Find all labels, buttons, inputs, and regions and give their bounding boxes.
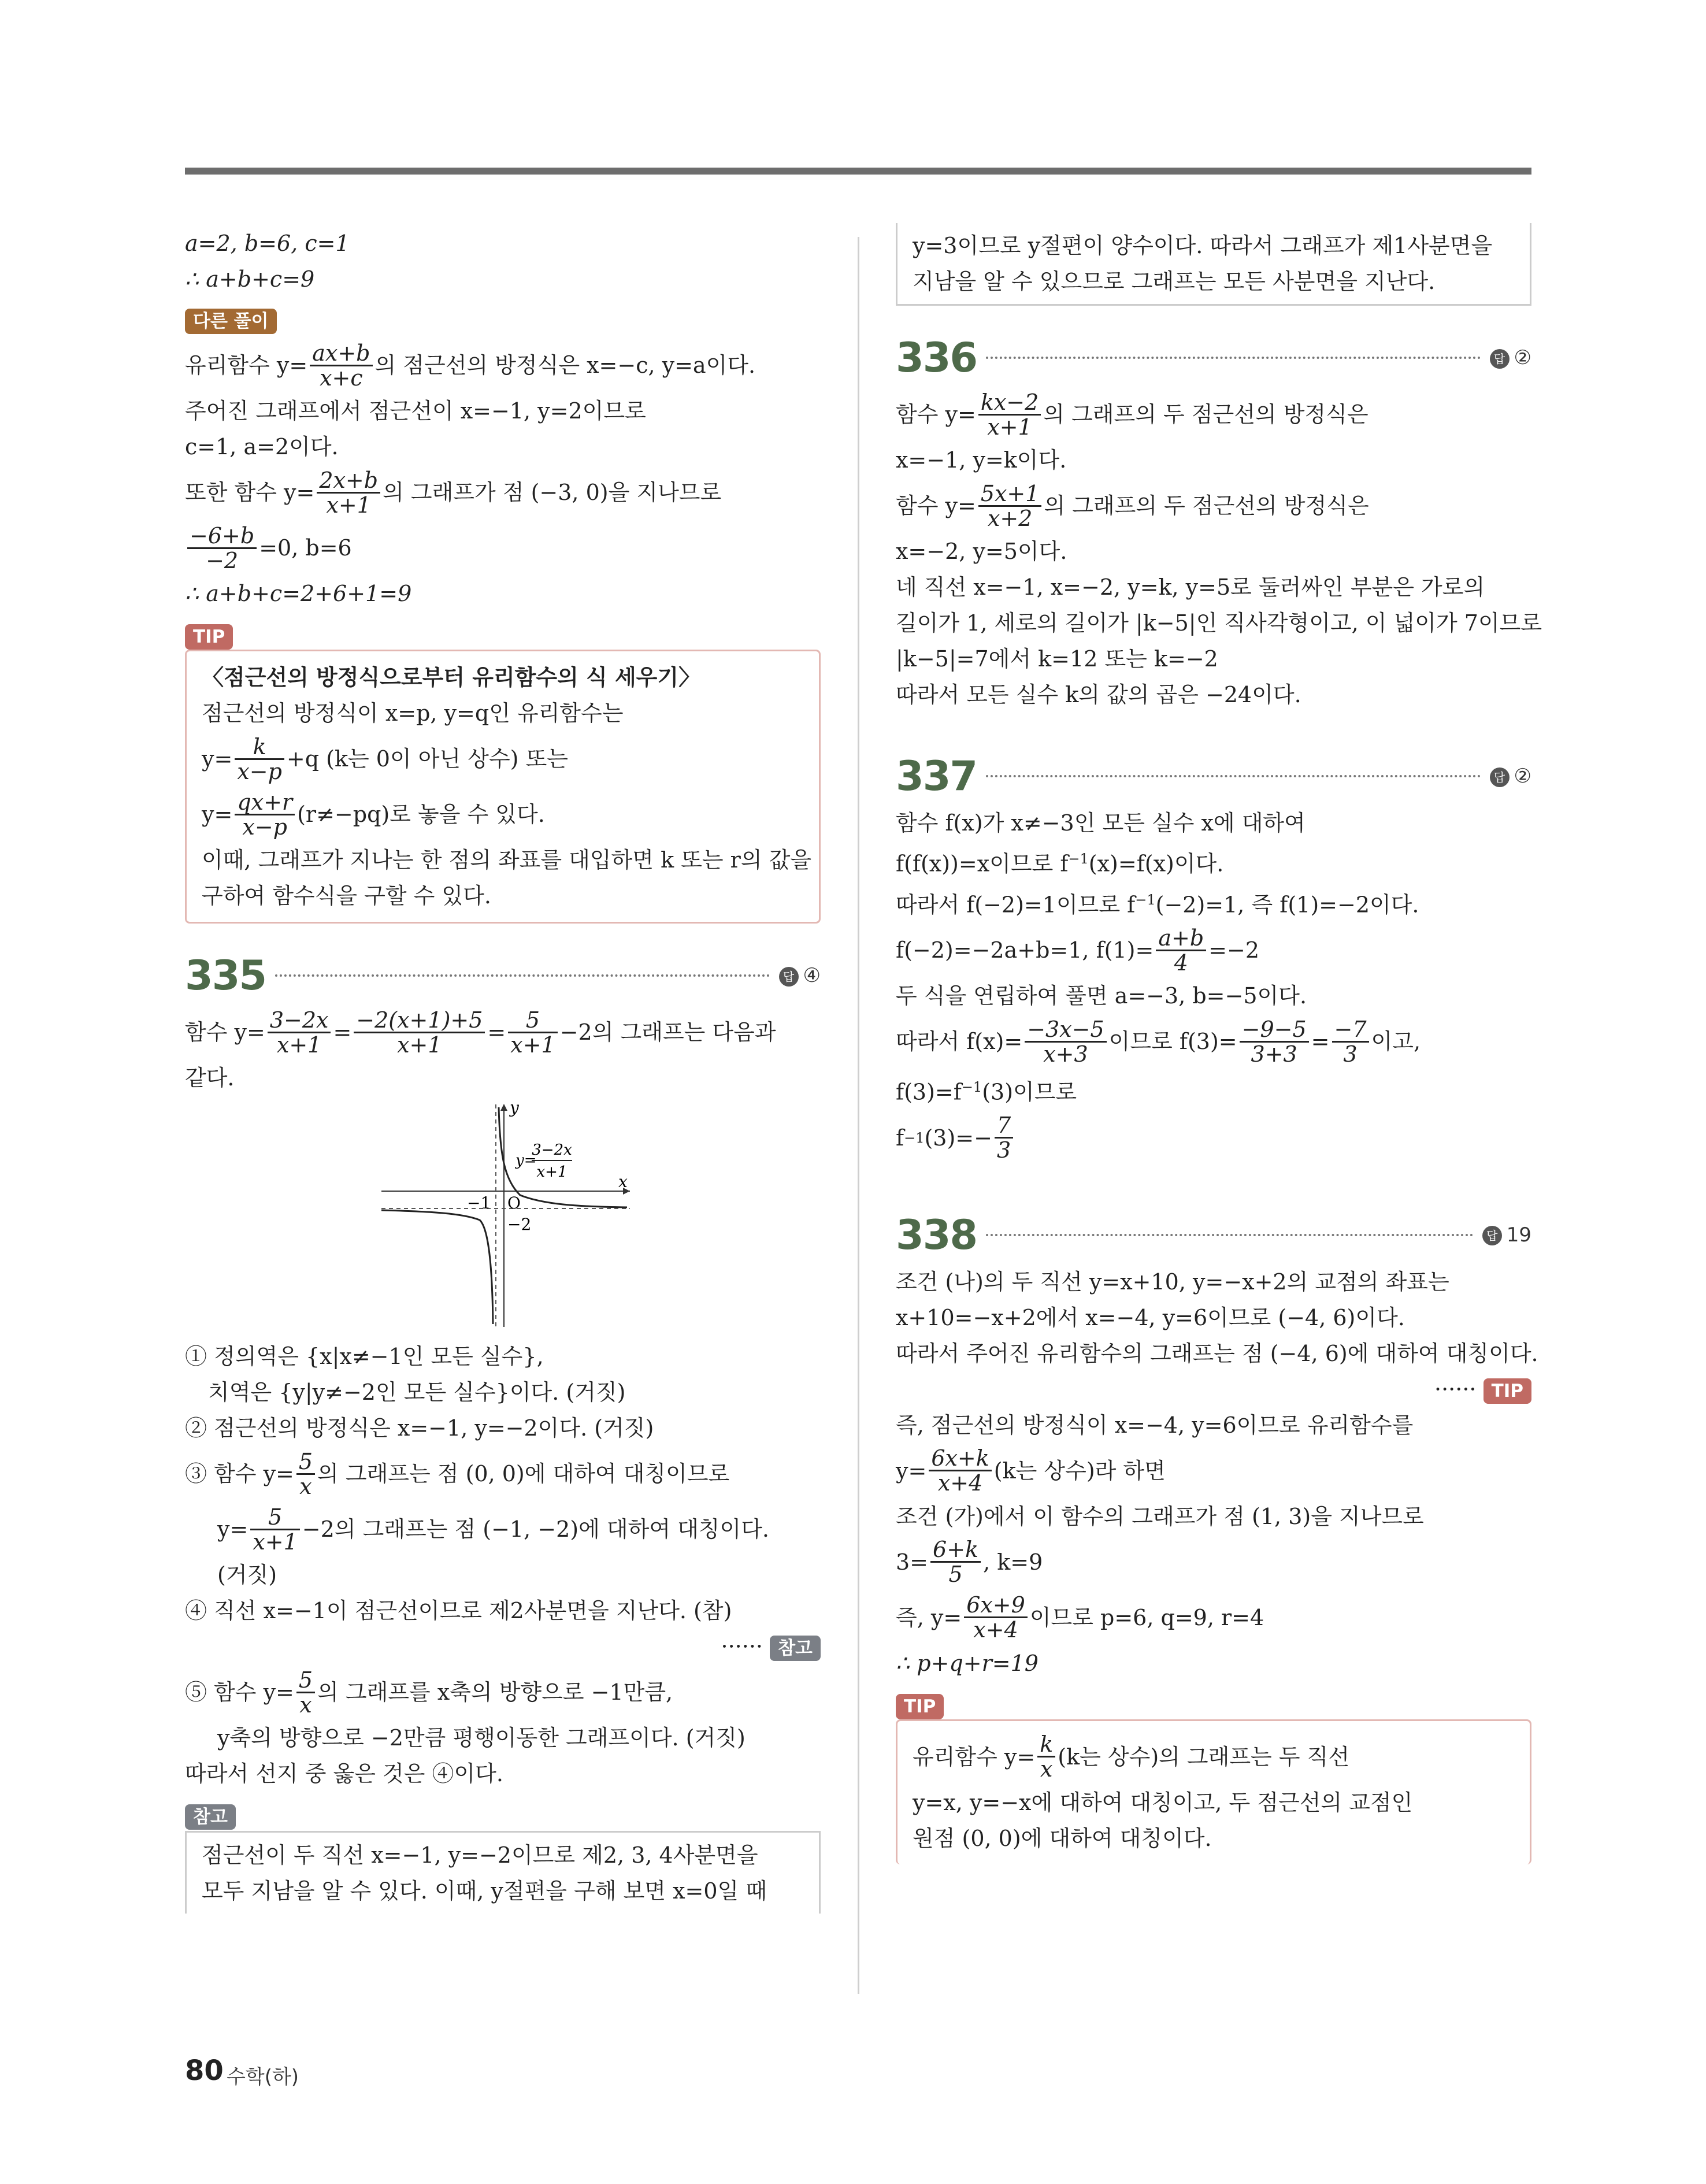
reference-tag-badge: 참고	[770, 1636, 821, 1661]
answer-icon: 답	[1490, 349, 1510, 369]
tip-line	[202, 731, 804, 787]
numerator: −3x−5	[1025, 1018, 1106, 1043]
answer-label	[779, 958, 821, 993]
text: =	[1311, 1029, 1330, 1055]
numerator: 6+k	[930, 1538, 981, 1563]
answer-value: ②	[1514, 765, 1531, 788]
curve-label-numerator: 3−2x	[532, 1141, 572, 1159]
solution-line	[896, 1110, 1531, 1166]
fraction	[310, 342, 372, 390]
denominator: x+4	[937, 1470, 983, 1496]
solution-line	[896, 478, 1531, 533]
leader-dots	[986, 357, 1480, 359]
reference-tag	[185, 1629, 821, 1664]
leader-dots	[275, 974, 769, 977]
text: 의 그래프의 두 점근선의 방정식은	[1044, 493, 1369, 518]
tag-dots: ······	[721, 1634, 763, 1659]
numerator: 6x+k	[929, 1447, 991, 1471]
denominator: 4	[1174, 950, 1188, 976]
text: (−2)=1, 즉 f(1)=−2이다.	[1155, 892, 1419, 918]
numerator: −9−5	[1240, 1018, 1309, 1043]
solution-line	[896, 922, 1531, 978]
fraction	[508, 1008, 557, 1056]
solution-line: 따라서 모든 실수 k의 값의 곱은 −24이다.	[896, 682, 1301, 707]
denominator: 3	[996, 1137, 1011, 1163]
text: 의 그래프의 두 점근선의 방정식은	[1043, 402, 1368, 427]
alt-line: c=1, a=2이다.	[185, 434, 339, 459]
rational-function-graph	[381, 1102, 636, 1333]
leader-dots	[986, 775, 1480, 777]
fraction	[964, 1593, 1028, 1641]
asymptote-value-label: −2	[507, 1215, 532, 1234]
solution-line: 같다.	[185, 1065, 235, 1091]
text: 이고,	[1371, 1029, 1421, 1055]
text: (k는 상수)의 그래프는 두 직선	[1058, 1744, 1350, 1770]
tip-badge: TIP	[185, 624, 233, 650]
numerator: k	[235, 735, 284, 760]
tip-header	[896, 1687, 1531, 1723]
numerator: −2(x+1)+5	[354, 1008, 485, 1033]
right-column	[896, 225, 1542, 1864]
tag-dots: ······	[1434, 1376, 1477, 1402]
solution-line: 따라서 주어진 유리함수의 그래프는 점 (−4, 6)에 대하여 대칭이다.	[896, 1340, 1538, 1366]
solution-line: a=2, b=6, c=1	[185, 231, 350, 256]
fraction	[268, 1008, 331, 1056]
answer-icon: 답	[779, 967, 799, 987]
numerator: a+b	[1156, 926, 1206, 951]
choice-line: ④ 직선 x=−1이 점근선이므로 제2사분면을 지난다. (참)	[185, 1598, 732, 1623]
solution-line: ∴ p+q+r=19	[896, 1650, 1039, 1676]
solution-line	[896, 387, 1531, 442]
text: 이므로 f(3)=	[1108, 1029, 1237, 1055]
solution-line: x=−2, y=5이다.	[896, 539, 1067, 564]
alt-line: ∴ a+b+c=2+6+1=9	[185, 581, 412, 606]
alt-line: 주어진 그래프에서 점근선이 x=−1, y=2이므로	[185, 398, 646, 424]
numerator: 6x+9	[964, 1593, 1028, 1618]
reference-header	[185, 1797, 821, 1833]
numerator: k	[1037, 1733, 1055, 1757]
text: 따라서 f(x)=	[896, 1029, 1023, 1055]
text: 의 그래프가 점 (−3, 0)을 지나므로	[383, 480, 722, 505]
text: , k=9	[983, 1549, 1043, 1575]
conclusion-line: 따라서 선지 중 옳은 것은 ④이다.	[185, 1761, 503, 1786]
section-number: 335	[185, 952, 266, 999]
fraction	[1240, 1018, 1309, 1066]
column-divider	[858, 237, 859, 1994]
denominator: x	[299, 1692, 312, 1718]
fraction	[235, 791, 295, 839]
fraction	[929, 1447, 991, 1495]
text: 이므로 p=6, q=9, r=4	[1029, 1604, 1264, 1630]
curve-label-prefix: y=	[515, 1152, 537, 1169]
answer-value: ②	[1514, 346, 1531, 369]
answer-icon: 답	[1490, 767, 1510, 787]
text: f(3)=f	[896, 1079, 962, 1105]
reference-line: 지남을 알 수 있으므로 그래프는 모든 사분면을 지난다.	[913, 269, 1436, 294]
tip-line: 점근선의 방정식이 x=p, y=q인 유리함수는	[202, 700, 624, 726]
text: 또한 함수 y=	[185, 480, 315, 505]
text: y=	[217, 1516, 249, 1542]
text: 3=	[896, 1549, 929, 1575]
text: =0, b=6	[259, 535, 352, 561]
denominator: x+1	[326, 492, 371, 518]
denominator: −2	[206, 547, 239, 573]
text: +q (k는 0이 아닌 상수) 또는	[286, 746, 569, 772]
y-axis-label: y	[510, 1102, 519, 1117]
denominator: x+1	[253, 1529, 298, 1555]
section-number: 337	[896, 752, 977, 800]
choice-line: y축의 방향으로 −2만큼 평행이동한 그래프이다. (거짓)	[217, 1725, 746, 1751]
solution-line: x+10=−x+2에서 x=−4, y=6이므로 (−4, 6)이다.	[896, 1304, 1405, 1330]
solution-line: x=−1, y=k이다.	[896, 447, 1067, 473]
answer-icon: 답	[1482, 1226, 1502, 1245]
solution-line	[896, 1590, 1531, 1645]
x-axis-label: x	[618, 1172, 628, 1191]
numerator: qx+r	[235, 791, 295, 815]
text: 유리함수 y=	[185, 353, 308, 378]
alt-solution-header	[185, 302, 821, 338]
superscript: −1	[1135, 891, 1156, 908]
numerator: ax+b	[310, 342, 372, 366]
answer-label	[1482, 1217, 1531, 1253]
solution-line: 길이가 1, 세로의 길이가 |k−5|인 직사각형이고, 이 넓이가 7이므로	[896, 610, 1542, 636]
numerator: 5	[296, 1668, 315, 1693]
alt-line	[185, 465, 821, 520]
solution-line: 두 식을 연립하여 풀면 a=−3, b=−5이다.	[896, 983, 1307, 1009]
reference-box-continued	[896, 223, 1531, 306]
fraction	[995, 1114, 1013, 1162]
solution-line	[896, 1443, 1531, 1499]
alt-line	[185, 338, 821, 393]
numerator: −7	[1332, 1018, 1369, 1043]
text: (k는 상수)라 하면	[993, 1458, 1166, 1484]
choice-line: ① 정의역은 {x|x≠−1인 모든 실수},	[185, 1344, 544, 1369]
fraction	[1332, 1018, 1369, 1066]
text: =−2	[1208, 937, 1260, 963]
fraction	[1037, 1733, 1055, 1781]
choice-line: ② 점근선의 방정식은 x=−1, y=−2이다. (거짓)	[185, 1415, 654, 1441]
section-number: 338	[896, 1211, 977, 1259]
text: 즉, y=	[896, 1604, 962, 1630]
numerator: 5x+1	[978, 482, 1042, 507]
text: f(−2)=−2a+b=1, f(1)=	[896, 937, 1154, 963]
numerator: −6+b	[187, 524, 257, 549]
reference-line: y=3이므로 y절편이 양수이다. 따라서 그래프가 제1사분면을	[913, 233, 1493, 258]
tip-box	[896, 1719, 1531, 1864]
superscript: −1	[961, 1079, 982, 1096]
numerator: 7	[995, 1114, 1013, 1139]
denominator: 3+3	[1251, 1041, 1297, 1067]
top-rule	[185, 168, 1531, 175]
leader-dots	[986, 1234, 1473, 1236]
numerator: 5	[508, 1008, 557, 1033]
section-header-337	[896, 747, 1531, 805]
denominator: 3	[1343, 1041, 1358, 1067]
choice-line	[185, 1501, 821, 1557]
tip-tag	[896, 1371, 1531, 1407]
answer-label	[1490, 340, 1531, 376]
solution-line	[896, 1534, 1531, 1590]
denominator: x	[1040, 1756, 1053, 1782]
tip-line: y=x, y=−x에 대하여 대칭이고, 두 점근선의 교점인	[913, 1789, 1413, 1815]
text: f	[896, 1125, 904, 1151]
text: y=	[202, 746, 233, 772]
superscript: −1	[1068, 851, 1089, 867]
denominator: x+4	[973, 1617, 1018, 1643]
text: (3)이므로	[982, 1079, 1077, 1105]
text: ⑤ 함수 y=	[185, 1679, 294, 1705]
reference-line: 모두 지남을 알 수 있다. 이때, y절편을 구해 보면 x=0일 때	[202, 1878, 767, 1904]
solution-line: 즉, 점근선의 방정식이 x=−4, y=6이므로 유리함수를	[896, 1412, 1414, 1438]
section-header-338	[896, 1206, 1531, 1264]
denominator: x+1	[510, 1032, 555, 1058]
tip-line: 구하여 함수식을 구할 수 있다.	[202, 883, 491, 909]
denominator: x+1	[397, 1032, 442, 1058]
denominator: x−p	[237, 758, 282, 784]
curve-label-denominator: x+1	[536, 1163, 568, 1181]
text: 의 점근선의 방정식은 x=−c, y=a이다.	[374, 353, 756, 378]
choice-line	[185, 1664, 821, 1720]
page-number: 80	[185, 2055, 224, 2087]
solution-line	[896, 1014, 1531, 1069]
numerator: 3−2x	[268, 1008, 331, 1033]
solution-line: 조건 (나)의 두 직선 y=x+10, y=−x+2의 교점의 좌표는	[896, 1269, 1449, 1295]
reference-box	[185, 1831, 821, 1914]
origin-label: O	[507, 1193, 521, 1212]
text: 함수 y=	[896, 493, 976, 518]
alt-line	[185, 520, 821, 576]
text: y=	[202, 802, 233, 827]
fraction	[354, 1008, 485, 1056]
reference-line: 점근선이 두 직선 x=−1, y=−2이므로 제2, 3, 4사분면을	[202, 1842, 758, 1868]
choice-line: 치역은 {y|y≠−2인 모든 실수}이다. (거짓)	[208, 1380, 626, 1405]
text: 함수 y=	[896, 402, 976, 427]
numerator: 5	[250, 1506, 299, 1530]
text: 의 그래프를 x축의 방향으로 −1만큼,	[317, 1679, 673, 1705]
section-header-336	[896, 329, 1531, 387]
choice-line	[185, 1446, 821, 1501]
superscript: −1	[904, 1129, 925, 1146]
solution-line	[896, 882, 1531, 923]
solution-line: 조건 (가)에서 이 함수의 그래프가 점 (1, 3)을 지나므로	[896, 1503, 1424, 1529]
left-column	[185, 225, 821, 1914]
fraction	[250, 1506, 299, 1553]
fraction	[235, 735, 284, 783]
solution-line: 함수 f(x)가 x≠−3인 모든 실수 x에 대하여	[896, 810, 1306, 836]
tip-header	[185, 617, 821, 653]
fraction	[296, 1668, 315, 1716]
tip-line: 원점 (0, 0)에 대하여 대칭이다.	[913, 1825, 1212, 1851]
solution-line: 네 직선 x=−1, x=−2, y=k, y=5로 둘러싸인 부분은 가로의	[896, 574, 1485, 600]
text: 유리함수 y=	[913, 1744, 1036, 1770]
text: y=	[896, 1458, 927, 1484]
tip-tag-badge: TIP	[1484, 1378, 1531, 1404]
fraction	[1156, 926, 1206, 974]
solution-line	[896, 841, 1531, 882]
choice-line: (거짓)	[217, 1562, 277, 1588]
solution-line: ∴ a+b+c=9	[185, 266, 315, 292]
text: 의 그래프는 점 (0, 0)에 대하여 대칭이므로	[317, 1461, 730, 1486]
solution-line: 함수 y= $\frac{3-2x}{x+1}$ = $\frac{-2(x+1)+5}{x+1}$ = $\frac{5}{x+1}$ −2의 그래프는 다음과	[185, 1007, 776, 1058]
tip-line	[202, 787, 804, 842]
denominator: x−p	[242, 814, 287, 840]
solution-line: |k−5|=7에서 k=12 또는 k=−2	[896, 646, 1218, 672]
alt-solution-badge: 다른 풀이	[185, 309, 277, 334]
denominator: x+1	[276, 1032, 322, 1058]
tip-line: 이때, 그래프가 지나는 한 점의 좌표를 대입하면 k 또는 r의 값을	[202, 847, 812, 873]
answer-value: ④	[803, 964, 821, 987]
fraction	[978, 391, 1041, 439]
denominator: x	[299, 1473, 312, 1499]
denominator: x+c	[320, 365, 363, 391]
denominator: x+3	[1043, 1041, 1088, 1067]
denominator: 5	[948, 1562, 963, 1588]
denominator: x+2	[987, 505, 1033, 531]
y-axis-arrow	[500, 1104, 507, 1111]
fraction	[1025, 1018, 1106, 1066]
text: f(f(x))=x이므로 f	[896, 851, 1069, 877]
curve-left-branch	[381, 1210, 493, 1324]
book-title: 수학(하)	[227, 2066, 299, 2089]
solution-line	[896, 1069, 1531, 1110]
numerator: 2x+b	[317, 469, 380, 494]
fraction	[978, 482, 1042, 530]
answer-value: 19	[1506, 1223, 1531, 1247]
text: −2의 그래프는 다음과	[559, 1019, 776, 1045]
text: 따라서 f(−2)=1이므로 f	[896, 892, 1136, 918]
text: ③ 함수 y=	[185, 1461, 294, 1486]
tip-badge: TIP	[896, 1694, 944, 1719]
text: (3)=−	[924, 1125, 992, 1151]
tip-box	[185, 650, 821, 924]
numerator: 5	[296, 1450, 315, 1475]
fraction	[317, 469, 380, 517]
fraction	[187, 524, 257, 572]
text: −2의 그래프는 점 (−1, −2)에 대하여 대칭이다.	[302, 1516, 770, 1542]
denominator: x+1	[987, 414, 1032, 440]
fraction	[930, 1538, 981, 1586]
section-number: 336	[896, 334, 977, 381]
text: (x)=f(x)이다.	[1088, 851, 1224, 877]
section-header-335	[185, 947, 821, 1004]
text: 함수 y=	[185, 1019, 265, 1045]
fraction	[296, 1450, 315, 1498]
tip-title: 〈점근선의 방정식으로부터 유리함수의 식 세우기〉	[202, 664, 701, 690]
reference-badge: 참고	[185, 1804, 236, 1830]
text: (r≠−pq)로 놓을 수 있다.	[297, 802, 545, 827]
x-intercept-label: −1	[467, 1193, 491, 1212]
numerator: kx−2	[978, 391, 1041, 416]
answer-label	[1490, 758, 1531, 794]
tip-line	[913, 1729, 1515, 1785]
